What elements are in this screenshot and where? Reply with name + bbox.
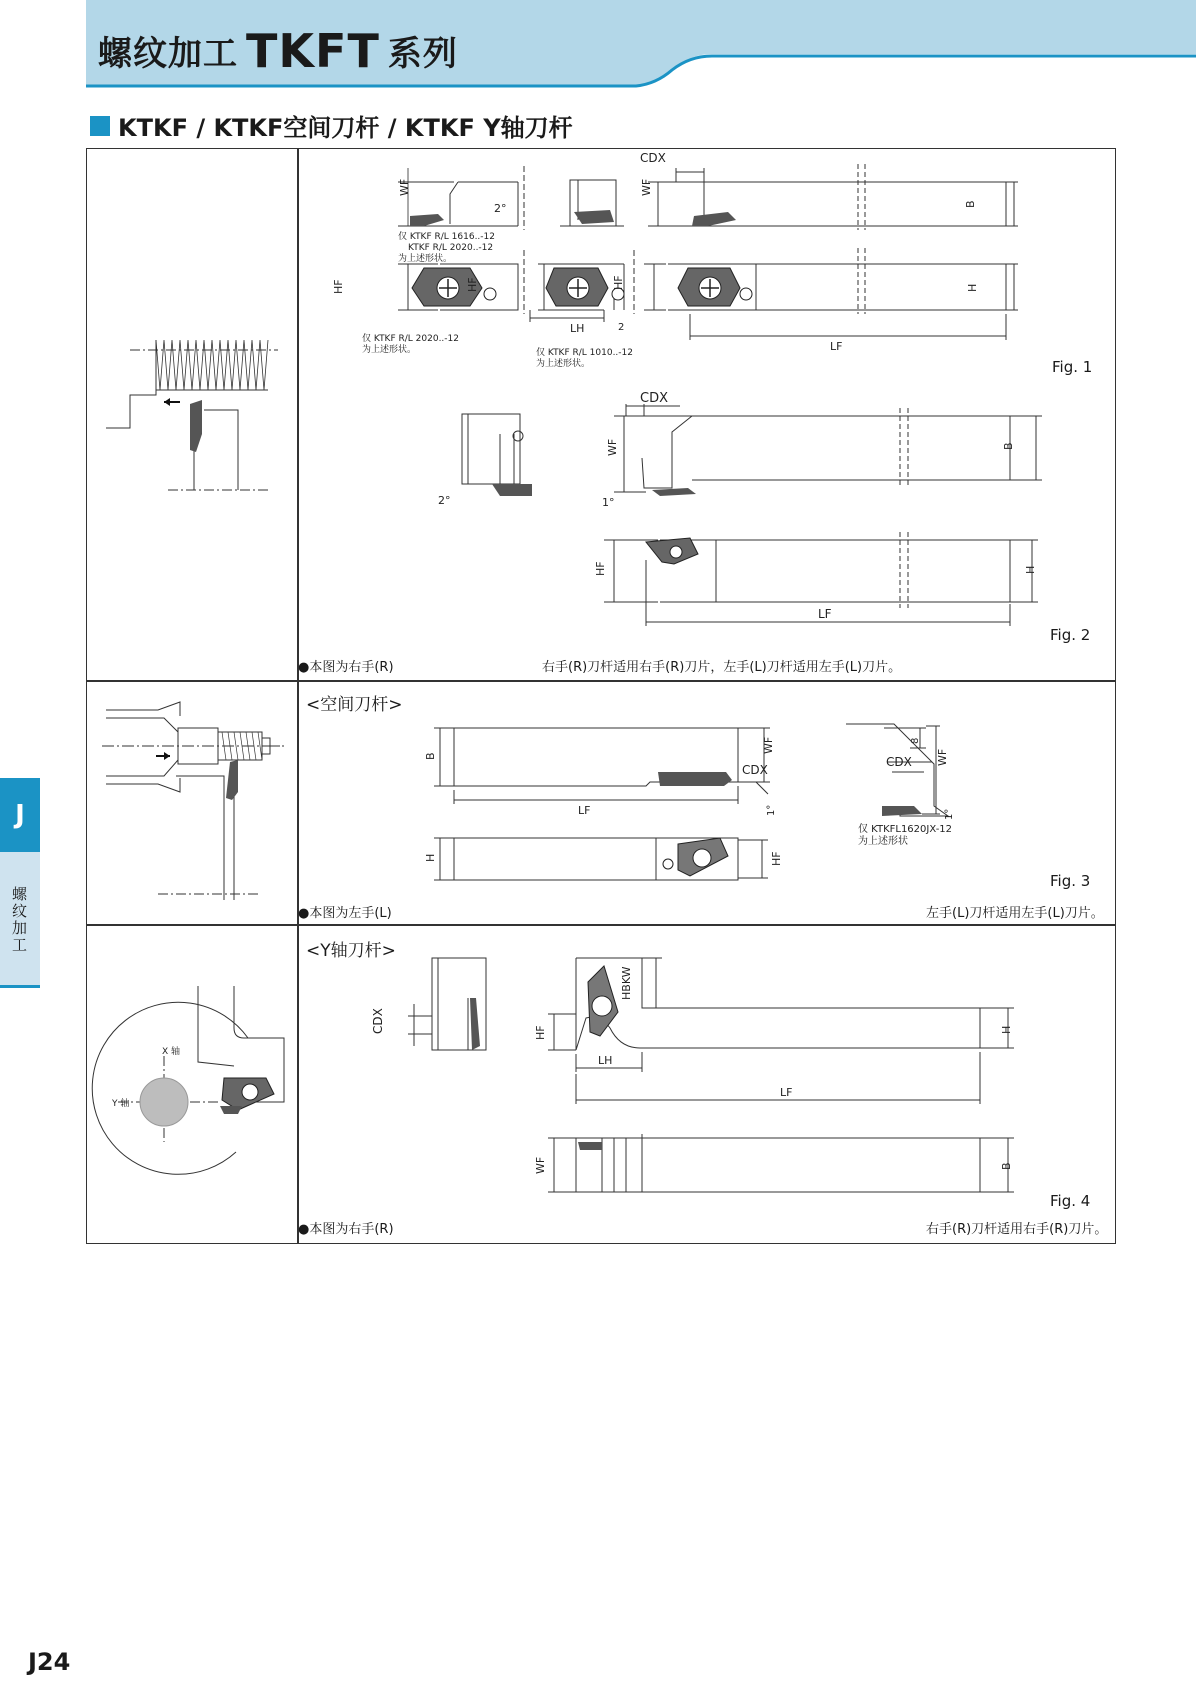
svg-text:CDX: CDX [886,755,912,769]
fig3-drawing [420,720,1020,890]
title-series: TKFT [246,24,380,78]
svg-text:WF: WF [606,438,619,456]
svg-text:Y 轴: Y 轴 [112,1099,130,1109]
svg-text:HF: HF [770,851,783,866]
svg-text:H: H [424,853,437,862]
svg-text:HF: HF [612,275,625,290]
section-marker-icon [90,116,110,136]
svg-text:2: 2 [618,322,625,333]
svg-text:H: H [966,283,979,292]
svg-text:H: H [1000,1025,1013,1034]
page-number: J24 [28,1648,71,1676]
panel1-hand-note: ●本图为右手(R) [298,660,394,675]
svg-text:HF: HF [466,277,479,292]
section-title [90,108,573,143]
svg-text:LF: LF [830,340,843,353]
svg-text:CDX: CDX [742,763,768,777]
panel3-rule-note: 右手(R)刀杆适用右手(R)刀片。 [926,1222,1108,1237]
side-tab-letter[interactable]: J [0,778,40,852]
section-title-text: KTKF / KTKF空间刀杆 / KTKF Y轴刀杆 [118,114,573,142]
fig1-drawing [332,151,1058,384]
svg-text:2°: 2° [494,202,507,215]
svg-text:WF: WF [762,736,775,754]
svg-text:8: 8 [910,737,921,744]
svg-text:B: B [964,200,977,208]
row-divider-1 [86,680,1116,682]
column-divider [297,148,299,1244]
fig1-caption: Fig. 1 [1052,358,1093,376]
svg-text:1°: 1° [602,496,615,509]
svg-text:H: H [1024,565,1037,574]
svg-text:WF: WF [398,178,411,196]
note-3: 仅 KTKF R/L 1010..-12 为上述形状。 [536,348,633,369]
svg-text:1°: 1° [944,808,955,820]
svg-text:2°: 2° [438,494,451,507]
fig4-drawing [371,958,1040,1218]
svg-text:CDX: CDX [371,1008,385,1034]
fig3-caption: Fig. 3 [1050,872,1091,890]
y-axis-illustration-3 [98,982,288,1182]
svg-text:CDX: CDX [640,391,668,406]
panel2-subtitle: <空间刀杆> [306,695,403,715]
svg-text:HF: HF [534,1025,547,1040]
title-left: 螺纹加工 [98,34,238,74]
svg-text:LH: LH [598,1054,613,1067]
svg-text:WF: WF [534,1156,547,1174]
svg-text:LF: LF [818,607,832,621]
svg-text:B: B [1000,1162,1013,1170]
svg-text:HBKW: HBKW [620,966,633,1000]
note-4: 仅 KTKFL1620JX-12 为上述形状 [858,824,953,847]
svg-text:B: B [424,752,437,760]
svg-text:LH: LH [570,322,585,335]
svg-text:HF: HF [594,561,607,576]
note-2: 仅 KTKF R/L 2020..-12 为上述形状。 [362,334,459,355]
svg-text:LF: LF [578,804,591,817]
boring-illustration-2 [98,700,288,900]
svg-text:HF: HF [332,279,345,294]
panel2-hand-note: ●本图为左手(L) [298,906,392,921]
threading-illustration-1 [98,330,288,500]
fig2-drawing [430,392,1060,632]
title-right: 系列 [387,34,458,74]
fig4-caption: Fig. 4 [1050,1192,1091,1210]
note-1: 仅 KTKF R/L 1616..-12 KTKF R/L 2020..-12 为上述形状。 [398,232,495,264]
page-header [0,0,1200,96]
svg-text:LF: LF [780,1086,793,1099]
panel3-subtitle: <Y轴刀杆> [306,941,396,961]
svg-text:1°: 1° [766,804,777,816]
svg-text:CDX: CDX [640,151,666,165]
svg-text:X 轴: X 轴 [162,1047,181,1057]
side-tab-label: 螺纹加工 [0,852,40,988]
svg-text:WF: WF [936,748,949,766]
panel3-hand-note: ●本图为右手(R) [298,1222,394,1237]
fig2-caption: Fig. 2 [1050,626,1091,644]
svg-text:WF: WF [640,178,653,196]
svg-text:B: B [1002,442,1015,450]
panel1-rule-note: 右手(R)刀杆适用右手(R)刀片，左手(L)刀杆适用左手(L)刀片。 [542,660,902,675]
panel2-rule-note: 左手(L)刀杆适用左手(L)刀片。 [926,906,1104,921]
row-divider-2 [86,924,1116,926]
page-title [98,22,458,76]
